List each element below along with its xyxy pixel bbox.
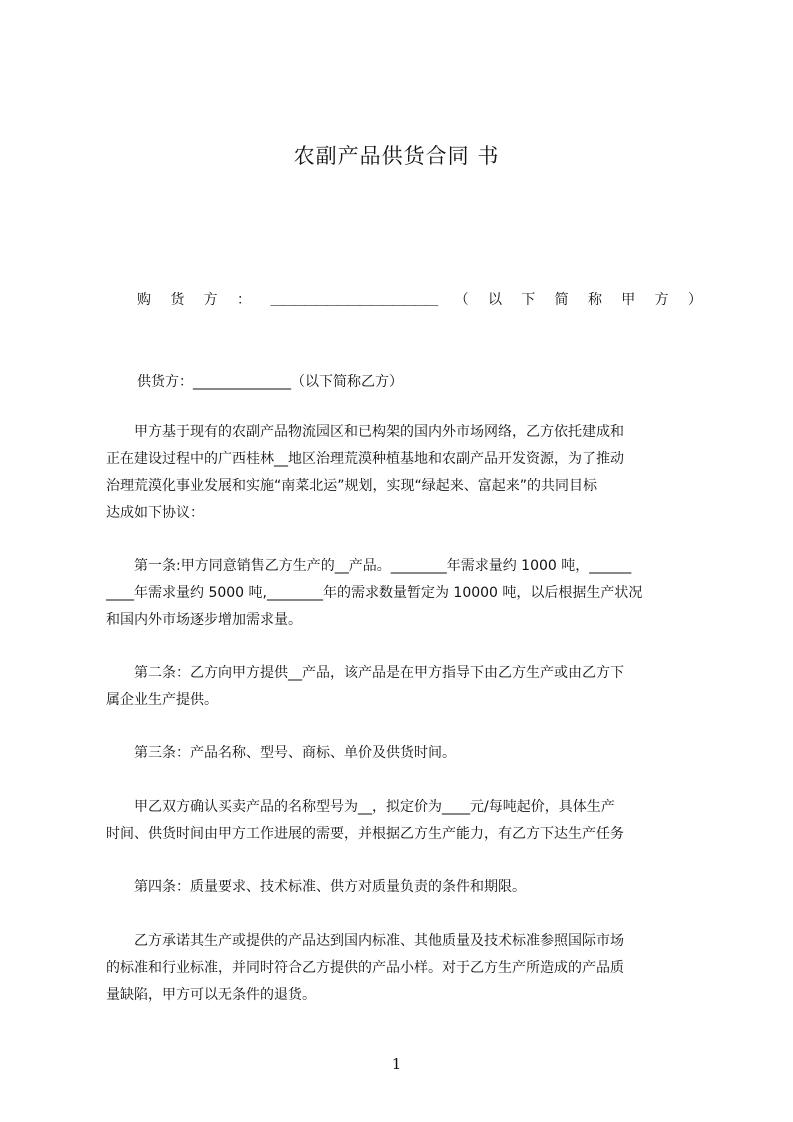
- paragraph-article-3: [106, 740, 699, 767]
- buyer-char: （: [454, 292, 469, 308]
- paragraph-line: 甲乙双方确认买卖产品的名称型号为__，拟定价为____元/每吨起价，具体生产: [106, 799, 615, 815]
- buyer-char: 购: [137, 292, 151, 308]
- buyer-char: 以: [487, 292, 502, 308]
- buyer-line: [137, 289, 702, 311]
- paragraph-line: 治理荒漠化事业发展和实施“南菜北运”规划，实现“绿起来、富起来”的共同目标: [106, 478, 598, 494]
- paragraph-article-2: [106, 660, 699, 714]
- buyer-char: 货: [170, 292, 185, 308]
- paragraph-line: 属企业生产提供。: [106, 692, 218, 708]
- supplier-line: 供货方：______________（以下简称乙方）: [137, 374, 403, 390]
- buyer-char: 甲: [621, 292, 636, 308]
- buyer-blank: ＿＿＿＿＿＿＿＿＿＿＿＿＿＿＿: [270, 292, 436, 308]
- buyer-char: 简: [554, 292, 569, 308]
- paragraph-line: 第一条:甲方同意销售乙方生产的__产品。________年需求量约 1000 吨，______: [106, 558, 632, 574]
- paragraph-article-4: [106, 874, 699, 901]
- page-title: 农副产品供货合同 书: [293, 144, 500, 168]
- paragraph-article-1: [106, 553, 699, 634]
- paragraph-line: 甲方基于现有的农副产品物流园区和已构架的国内外市场网络，乙方依托建成和: [106, 424, 624, 440]
- buyer-char: ）: [687, 292, 702, 308]
- page-number: 1: [391, 1055, 402, 1073]
- paragraph-article-4-detail: [106, 928, 699, 1009]
- paragraph-line: 第四条：质量要求、技术标准、供方对质量负责的条件和期限。: [106, 879, 526, 895]
- paragraph-line: 达成如下协议：: [106, 505, 204, 521]
- buyer-char: 称: [587, 292, 602, 308]
- buyer-char: 方: [203, 292, 218, 308]
- paragraph-line: 量缺陷，甲方可以无条件的退货。: [106, 987, 316, 1003]
- paragraph-line: 时间、供货时间由甲方工作进展的需要，并根据乙方生产能力，有乙方下达生产任务: [106, 826, 624, 842]
- paragraph-line: 乙方承诺其生产或提供的产品达到国内标准、其他质量及技术标准参照国际市场: [106, 933, 624, 949]
- paragraph-line: ____年需求量约 5000 吨,________年的需求数量暂定为 10000 吨，以后根据生产状况: [106, 585, 643, 601]
- paragraph-line: 第三条：产品名称、型号、商标、单价及供货时间。: [106, 745, 456, 761]
- paragraph-article-3-detail: [106, 794, 699, 848]
- paragraph-line: 第二条：乙方向甲方提供__产品，该产品是在甲方指导下由乙方生产或由乙方下: [106, 665, 624, 681]
- buyer-char: 下: [521, 292, 536, 308]
- buyer-char: 方: [654, 292, 669, 308]
- paragraph-line: 和国内外市场逐步增加需求量。: [106, 612, 302, 628]
- paragraph-line: 的标准和行业标准，并同时符合乙方提供的产品小样。对于乙方生产所造成的产品质: [106, 960, 624, 976]
- buyer-char: ：: [236, 292, 251, 308]
- paragraph-preamble: [106, 419, 699, 527]
- paragraph-line: 正在建设过程中的广西桂林__地区治理荒漠种植基地和农副产品开发资源，为了推动: [106, 451, 624, 467]
